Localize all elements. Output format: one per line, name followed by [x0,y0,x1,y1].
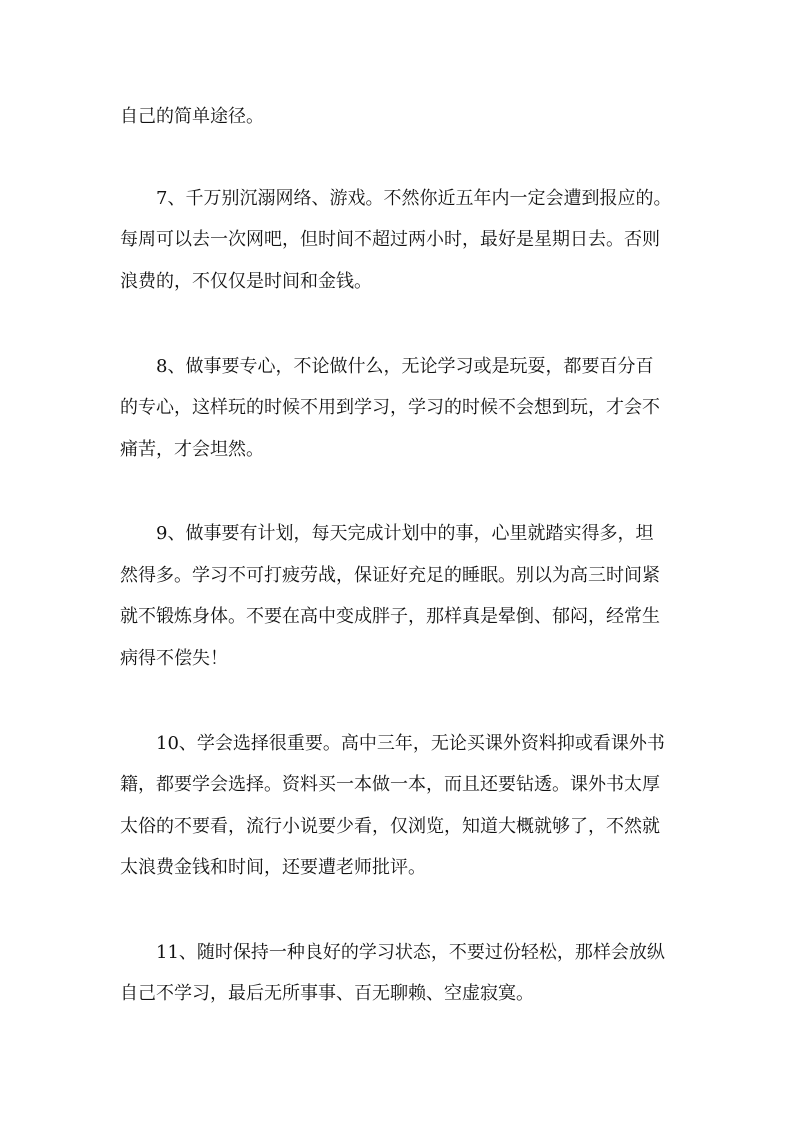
paragraph-11-line-2: 自己不学习，最后无所事事、百无聊赖、空虚寂寞。 [120,983,534,1004]
paragraph-9-line-4: 病得不偿失！ [120,648,228,669]
paragraph-10-line-2: 籍，都要学会选择。资料买一本做一本，而且还要钻透。课外书太厚 [120,774,660,795]
paragraph-10-line-1: 10、学会选择很重要。高中三年，无论买课外资料抑或看课外书 [156,733,665,754]
paragraph-11-line-1: 11、随时保持一种良好的学习状态，不要过份轻松，那样会放纵 [156,942,665,963]
paragraph-7-line-1: 7、千万别沉溺网络、游戏。不然你近五年内一定会遭到报应的。 [156,188,672,209]
paragraph-6-line-1: 自己的简单途径。 [120,106,264,127]
paragraph-9-line-3: 就不锻炼身体。不要在高中变成胖子，那样真是晕倒、郁闷，经常生 [120,606,660,627]
paragraph-8-line-2: 的专心，这样玩的时候不用到学习，学习的时候不会想到玩，才会不 [120,397,660,418]
paragraph-7-line-3: 浪费的，不仅仅是时间和金钱。 [120,271,372,292]
paragraph-10-line-3: 太俗的不要看，流行小说要少看，仅浏览，知道大概就够了，不然就 [120,816,660,837]
paragraph-10-line-4: 太浪费金钱和时间，还要遭老师批评。 [120,857,426,878]
paragraph-8-line-1: 8、做事要专心，不论做什么，无论学习或是玩耍，都要百分百 [156,356,654,377]
paragraph-9-line-2: 然得多。学习不可打疲劳战，保证好充足的睡眠。别以为高三时间紧 [120,565,660,586]
paragraph-7-line-2: 每周可以去一次网吧，但时间不超过两小时，最好是星期日去。否则 [120,229,660,250]
paragraph-9-line-1: 9、做事要有计划，每天完成计划中的事，心里就踏实得多，坦 [156,523,654,544]
paragraph-8-line-3: 痛苦，才会坦然。 [120,439,264,460]
